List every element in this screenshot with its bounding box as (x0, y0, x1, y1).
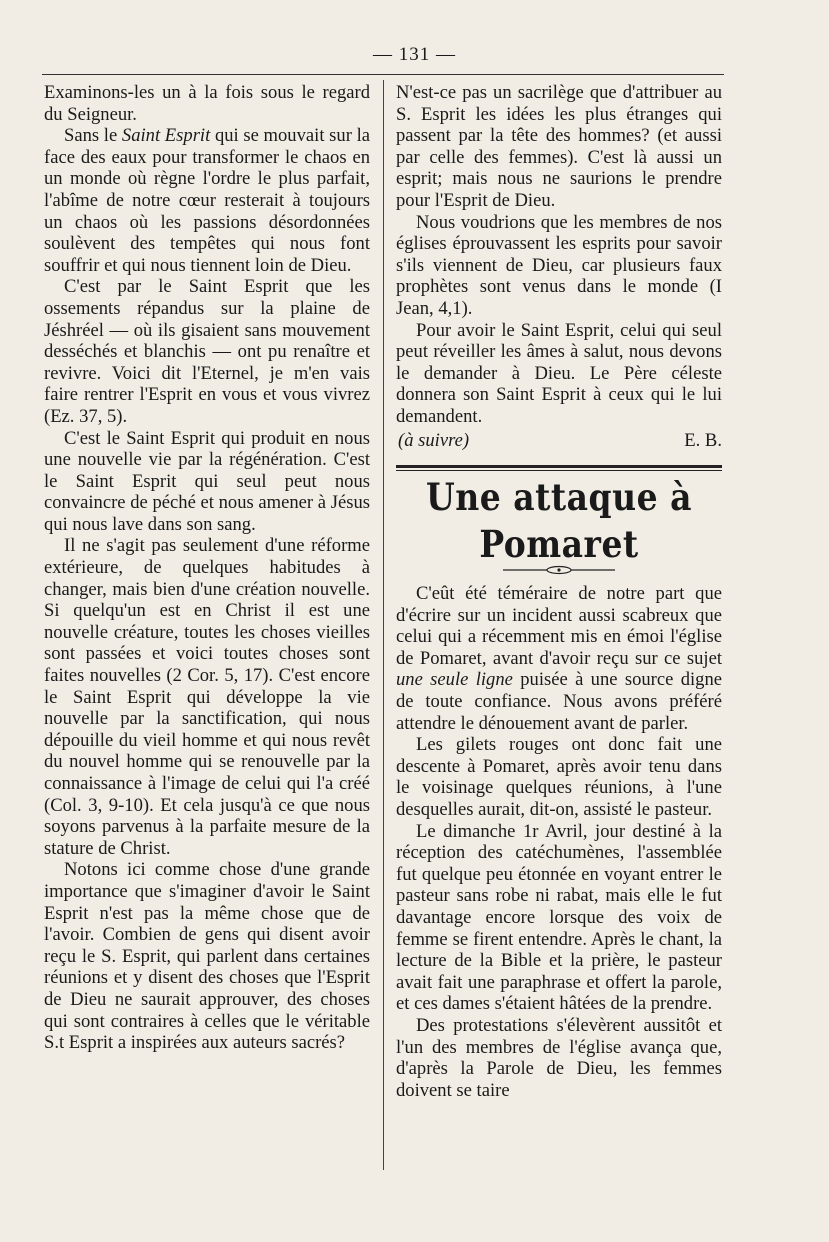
signoff-initials: E. B. (684, 429, 722, 451)
header-rule (42, 74, 724, 75)
page-number: — 131 — (373, 44, 456, 65)
right-column (396, 82, 722, 1101)
article-title: Une attaque à Pomaret (426, 475, 692, 566)
paragraph: N'est-ce pas un sacrilège que d'attribuer au S. Esprit les idées les plus étranges qui passent par la tête des hommes? (et aussi par celle des femmes). C'est là aussi un esprit; mais nous ne saurions le prendre pour l'Esprit de Dieu. (396, 82, 722, 211)
left-column (44, 82, 370, 1054)
text-run: qui se mouvait sur la face des eaux pour transformer le chaos en un monde où règne l'ordre le plus parfait, l'abîme de notre cœur resterait à toujours un chaos où les passions désordonnées soulèvent des tempêtes qui nous font souffrir et qui nous tiennent loin de Dieu. (44, 125, 370, 276)
paragraph: Des protestations s'élevèrent aussitôt et l'un des membres de l'église avança que, d'après la Parole de Dieu, les femmes doivent se taire (396, 1014, 722, 1101)
column-divider (383, 80, 384, 1170)
right-column-top (396, 82, 722, 428)
paragraph: Pour avoir le Saint Esprit, celui qui seul peut réveiller les âmes à salut, nous devons le demander à Dieu. Le Père céleste donnera son Saint Esprit à ceux qui le lui demandent. (396, 319, 722, 427)
text-run: C'eût été téméraire de notre part que d'écrire sur un incident aussi scabreux que celui qui a récemment mis en émoi l'église de Pomaret, avant d'avoir reçu sur ce sujet (396, 583, 722, 669)
paragraph (44, 125, 370, 276)
section-rule-thin (396, 470, 722, 471)
paragraph: Le dimanche 1r Avril, jour destiné à la réception des catéchumènes, l'assemblée fut quelque peu étonnée en voyant entrer le pasteur sans robe ni rabat, mais elle le fut davantage encore lorsque des voix de femme se firent entendre. Après le chant, la lecture de la Bible et la prière, le pasteur avait fait une paraphrase et offert la parole, et ces dames s'étaient hâtées de la prendre. (396, 820, 722, 1015)
paragraph (396, 583, 722, 734)
section-rule-thick (396, 465, 722, 468)
paragraph: Nous voudrions que les membres de nos églises éprouvassent les esprits pour savoir s'ils viennent de Dieu, car plusieurs faux prophètes sont venus dans le monde (I Jean, 4,1). (396, 211, 722, 319)
signoff-suivre: (à suivre) (398, 429, 470, 451)
text-run: puisée à une source digne de toute confiance. Nous avons préféré attendre le dénouement avant de parler. (396, 669, 723, 734)
text-run: Sans le (64, 125, 122, 147)
article-body (396, 583, 722, 1101)
paragraph: Notons ici comme chose d'une grande importance que s'imaginer d'avoir le Saint Esprit n'est pas la même chose que de l'avoir. Combien de gens qui disent avoir reçu le S. Esprit, qui parlent dans certaines réunions et y disent des choses que l'Esprit de Dieu ne saurait approuver, des choses qui sont contraires à celles que le véritable S.t Esprit a inspirées aux auteurs sacrés? (44, 859, 370, 1054)
paragraph: C'est le Saint Esprit qui produit en nous une nouvelle vie par la régénération. C'est le Saint Esprit qui seul peut nous convaincre de péché et nous amener à Jésus qui nous lave dans son sang. (44, 427, 370, 535)
paragraph: Les gilets rouges ont donc fait une descente à Pomaret, après avoir tenu dans le voisinage quelques réunions, à l'une desquelles aurait, dit-on, assisté le pasteur. (396, 734, 722, 821)
paragraph: C'est par le Saint Esprit que les ossements répandus sur la plaine de Jéshréel — où ils gisaient sans mouvement desséchés et blanchis — ont pu renaître et revivre. Voici dit l'Eternel, je m'en vais faire rentrer l'Esprit en vous et vous vivrez (Ez. 37, 5). (44, 276, 370, 427)
paragraph: Examinons-les un à la fois sous le regard du Seigneur. (44, 82, 370, 125)
italic-text: Saint Esprit (121, 125, 211, 147)
signoff (396, 430, 722, 452)
paragraph: Il ne s'agit pas seulement d'une réforme extérieure, de quelques habitudes à changer, mais bien d'une création nouvelle. Si quelqu'un est en Christ il est une nouvelle créature, toutes les choses vieilles sont passées et voici toutes choses sont faites nouvelles (2 Cor. 5, 17). C'est encore le Saint Esprit qui développe la vie nouvelle par la sanctification, qui nous dépouille du vieil homme et qui nous revêt du nouvel homme qui se renouvelle par la connaissance à l'image de celui qui l'a créé (Col. 3, 9-10). Et cela jusqu'à ce que nous soyons parvenus à la parfaite mesure de la stature de Christ. (44, 535, 370, 859)
italic-text: une seule ligne (396, 669, 513, 691)
